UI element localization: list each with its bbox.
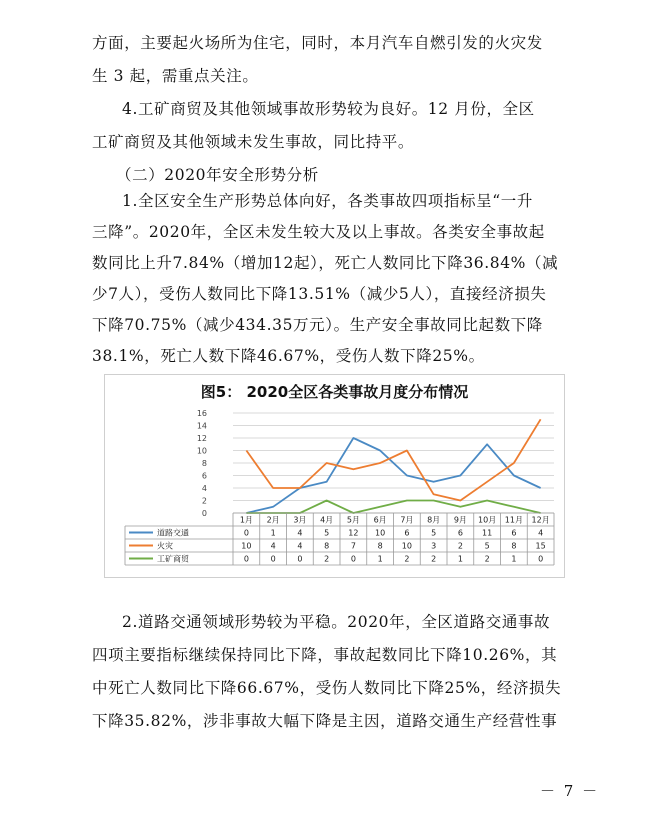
- data-value: 10: [401, 541, 412, 551]
- paragraph-line: 下降35.82%，涉非事故大幅下降是主因，道路交通生产经营性事: [92, 712, 558, 730]
- data-value: 15: [535, 541, 546, 551]
- paragraph-line: 4.工矿商贸及其他领域事故形势较为良好。12 月份，全区: [122, 100, 535, 118]
- paragraph-line: 中死亡人数同比下降66.67%，受伤人数同比下降25%，经济损失: [92, 679, 562, 697]
- data-value: 0: [270, 554, 276, 564]
- paragraph-line: 生 3 起，需重点关注。: [92, 67, 259, 85]
- chart-canvas: [105, 375, 564, 577]
- y-tick-label: 8: [201, 459, 207, 468]
- x-tick-label: 8月: [427, 515, 441, 525]
- legend-label: 火灾: [157, 541, 173, 551]
- x-tick-label: 12月: [531, 515, 550, 525]
- section-heading: （二）2020年安全形势分析: [116, 166, 319, 184]
- x-tick-label: 2月: [266, 515, 280, 525]
- data-value: 8: [324, 541, 330, 551]
- data-value: 6: [404, 528, 410, 538]
- data-value: 4: [297, 541, 303, 551]
- data-value: 1: [457, 554, 463, 564]
- paragraph-line: 方面，主要起火场所为住宅，同时，本月汽车自燃引发的火灾发: [92, 34, 543, 52]
- paragraph-line: 工矿商贸及其他领域未发生事故，同比持平。: [92, 133, 415, 151]
- x-tick-label: 7月: [400, 515, 414, 525]
- data-value: 1: [511, 554, 517, 564]
- data-value: 5: [324, 528, 330, 538]
- paragraph-line: 数同比上升7.84%（增加12起），死亡人数同比下降36.84%（减: [92, 254, 559, 272]
- page-number: － 7 －: [540, 782, 600, 800]
- x-tick-label: 3月: [293, 515, 307, 525]
- x-tick-label: 9月: [453, 515, 467, 525]
- y-tick-label: 2: [201, 496, 207, 506]
- data-value: 0: [538, 554, 544, 564]
- y-tick-label: 12: [196, 434, 207, 443]
- y-tick-label: 16: [196, 409, 207, 418]
- data-value: 6: [511, 528, 517, 538]
- x-tick-label: 1月: [239, 515, 253, 525]
- y-tick-label: 0: [201, 509, 207, 518]
- paragraph-line: 少7人），受伤人数同比下降13.51%（减少5人），直接经济损失: [92, 285, 547, 303]
- data-value: 10: [375, 528, 386, 538]
- data-value: 2: [324, 554, 330, 564]
- y-tick-label: 6: [201, 471, 207, 481]
- data-value: 4: [538, 528, 544, 538]
- data-value: 5: [431, 528, 437, 538]
- data-value: 4: [270, 541, 276, 551]
- paragraph-line: 四项主要指标继续保持同比下降，事故起数同比下降10.26%，其: [92, 646, 558, 664]
- x-tick-label: 10月: [478, 515, 497, 525]
- x-tick-label: 5月: [346, 515, 360, 525]
- data-value: 2: [404, 554, 410, 564]
- x-tick-label: 11月: [504, 515, 523, 525]
- data-value: 4: [297, 528, 303, 538]
- data-value: 8: [511, 541, 517, 551]
- chart-title: 图5： 2020全区各类事故月度分布情况: [200, 383, 469, 401]
- legend-label: 道路交通: [157, 528, 189, 538]
- monthly-accident-chart: [104, 374, 565, 578]
- x-tick-label: 6月: [373, 515, 387, 525]
- data-value: 2: [431, 554, 437, 564]
- data-value: 0: [243, 528, 249, 538]
- paragraph-line: 三降”。2020年，全区未发生较大及以上事故。各类安全事故起: [92, 223, 545, 241]
- paragraph-line: 1.全区安全生产形势总体向好，各类事故四项指标呈“一升: [122, 192, 533, 210]
- paragraph-line: 2.道路交通领域形势较为平稳。2020年，全区道路交通事故: [122, 613, 551, 631]
- data-value: 1: [377, 554, 383, 564]
- data-value: 2: [457, 541, 463, 551]
- legend-label: 工矿商贸: [157, 554, 189, 564]
- y-tick-label: 4: [201, 484, 207, 493]
- data-value: 10: [241, 541, 252, 551]
- data-value: 5: [484, 541, 490, 551]
- data-value: 1: [270, 528, 276, 538]
- data-value: 11: [482, 528, 493, 538]
- data-value: 0: [297, 554, 303, 564]
- data-value: 12: [348, 528, 359, 538]
- data-value: 2: [484, 554, 490, 564]
- paragraph-line: 下降70.75%（减少434.35万元）。生产安全事故同比起数下降: [92, 316, 543, 334]
- data-value: 0: [243, 554, 249, 564]
- x-tick-label: 4月: [320, 515, 334, 525]
- data-value: 0: [350, 554, 356, 564]
- data-value: 7: [350, 541, 356, 551]
- series-line: [246, 501, 540, 514]
- data-value: 3: [431, 541, 437, 551]
- paragraph-line: 38.1%，死亡人数下降46.67%，受伤人数下降25%。: [92, 347, 485, 365]
- y-tick-label: 10: [196, 446, 207, 456]
- y-tick-label: 14: [196, 421, 207, 431]
- data-value: 6: [457, 528, 463, 538]
- data-value: 8: [377, 541, 383, 551]
